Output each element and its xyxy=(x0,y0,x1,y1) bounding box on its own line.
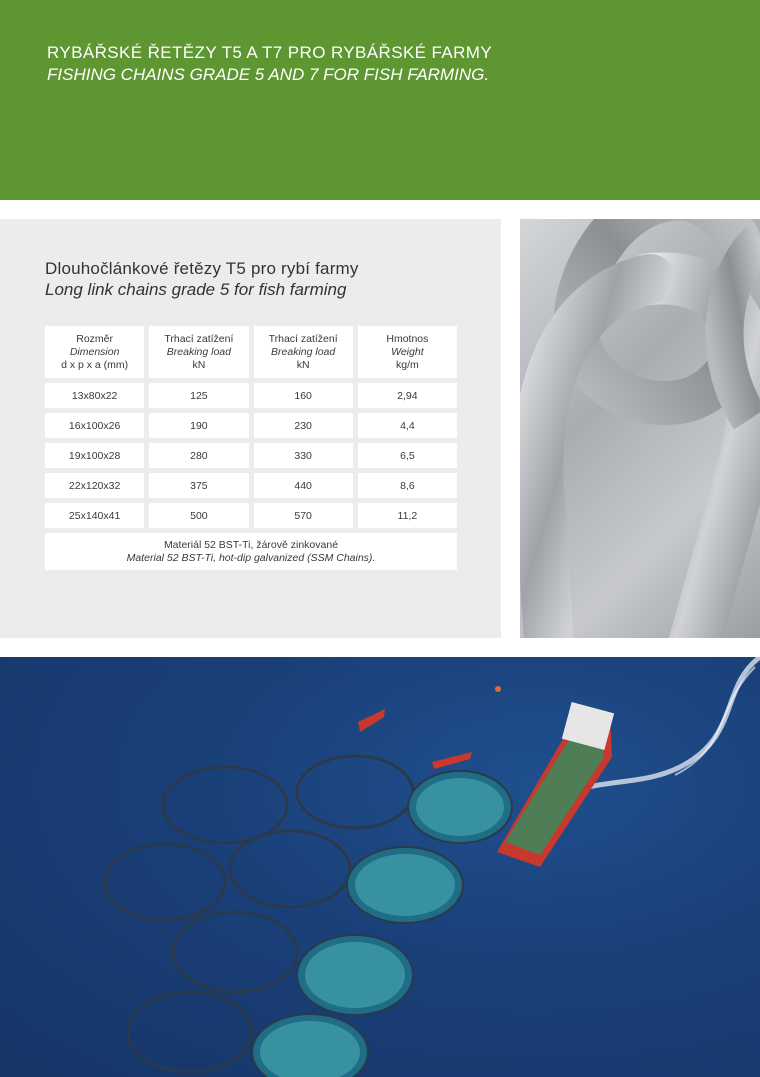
table-row xyxy=(45,413,457,438)
spec-table xyxy=(45,326,457,570)
header-en: Weight xyxy=(391,345,424,358)
cell-load-t5: 500 xyxy=(149,503,248,528)
cell-load-t5: 125 xyxy=(149,383,248,408)
header-unit: kg/m xyxy=(395,358,419,371)
table-row xyxy=(45,503,457,528)
header-unit: kN xyxy=(192,358,206,371)
cell-load-t5: 280 xyxy=(149,443,248,468)
header-cz: Trhací zatížení xyxy=(164,332,234,345)
spec-subtitle: Long link chains grade 5 for fish farming xyxy=(45,280,347,299)
cell-dimension: 13x80x22 xyxy=(45,383,144,408)
cell-weight: 4,4 xyxy=(358,413,457,438)
header-breaking-load-t5 xyxy=(149,326,248,378)
cell-dimension: 25x140x41 xyxy=(45,503,144,528)
table-row xyxy=(45,443,457,468)
table-row xyxy=(45,383,457,408)
cell-load-t7: 570 xyxy=(254,503,353,528)
table-header-row xyxy=(45,326,457,378)
header-cz: Hmotnos xyxy=(386,332,429,345)
chain-link-illustration xyxy=(520,219,760,638)
banner-subtitle: FISHING CHAINS GRADE 5 AND 7 FOR FISH FARMING. xyxy=(47,65,490,84)
header-cz: Trhací zatížení xyxy=(268,332,338,345)
material-note-en: Material 52 BST-Ti, hot-dip galvanized (SSM Chains). xyxy=(126,551,376,564)
header-banner xyxy=(0,0,760,200)
cell-load-t7: 230 xyxy=(254,413,353,438)
cell-weight: 2,94 xyxy=(358,383,457,408)
header-unit: d x p x a (mm) xyxy=(61,358,129,371)
cell-dimension: 19x100x28 xyxy=(45,443,144,468)
cell-weight: 6,5 xyxy=(358,443,457,468)
cell-weight: 11,2 xyxy=(358,503,457,528)
header-en: Breaking load xyxy=(166,345,231,358)
header-en: Dimension xyxy=(69,345,120,358)
chain-link-photo xyxy=(520,219,760,638)
header-en: Breaking load xyxy=(271,345,336,358)
material-note-cz: Materiál 52 BST-Ti, žárově zinkované xyxy=(163,538,339,551)
header-dimension xyxy=(45,326,144,378)
cell-load-t5: 375 xyxy=(149,473,248,498)
table-row xyxy=(45,473,457,498)
fish-farm-illustration xyxy=(0,657,760,1077)
cell-load-t7: 330 xyxy=(254,443,353,468)
header-cz: Rozměr xyxy=(76,332,113,345)
material-note xyxy=(45,533,457,570)
header-breaking-load-t7 xyxy=(254,326,353,378)
header-unit: kN xyxy=(296,358,310,371)
header-weight xyxy=(358,326,457,378)
spec-title: Dlouhočlánkové řetězy T5 pro rybí farmy xyxy=(45,259,359,278)
fish-farm-photo xyxy=(0,657,760,1077)
spec-panel xyxy=(0,219,501,638)
banner-title: RYBÁŘSKÉ ŘETĚZY T5 A T7 PRO RYBÁŘSKÉ FARMY xyxy=(47,43,493,62)
cell-weight: 8,6 xyxy=(358,473,457,498)
cell-load-t7: 160 xyxy=(254,383,353,408)
cell-dimension: 16x100x26 xyxy=(45,413,144,438)
cell-dimension: 22x120x32 xyxy=(45,473,144,498)
cell-load-t5: 190 xyxy=(149,413,248,438)
cell-load-t7: 440 xyxy=(254,473,353,498)
